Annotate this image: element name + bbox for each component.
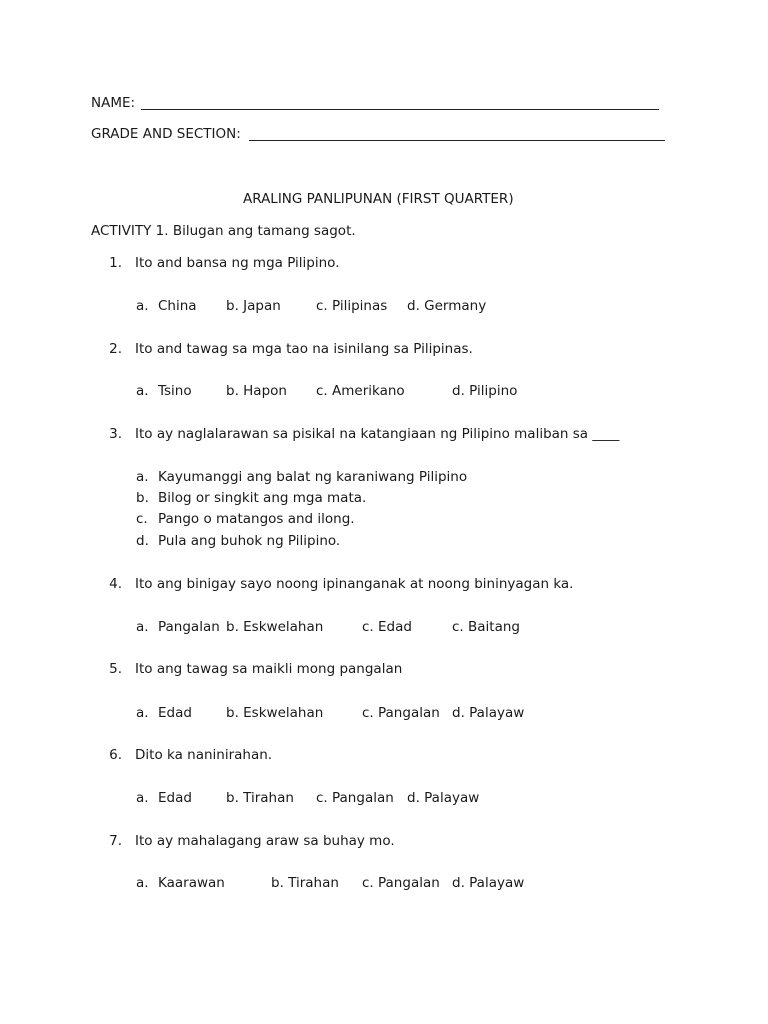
- name-label: NAME:: [91, 95, 136, 111]
- grade-section-field[interactable]: [249, 140, 665, 141]
- choice-c[interactable]: c. Pangalan: [316, 790, 394, 806]
- choice-letter[interactable]: a.: [136, 298, 149, 314]
- question-number: 6.: [109, 747, 122, 763]
- question-text: Ito ang tawag sa maikli mong pangalan: [135, 661, 403, 677]
- question-number: 3.: [109, 426, 122, 442]
- question-text: Ito and tawag sa mga tao na isinilang sa Pilipinas.: [135, 341, 473, 357]
- choice-letter[interactable]: a.: [136, 469, 149, 485]
- question-number: 1.: [109, 255, 122, 271]
- choice-d[interactable]: Pula ang buhok ng Pilipino.: [158, 533, 341, 549]
- choice-d[interactable]: d. Palayaw: [407, 790, 480, 806]
- name-field[interactable]: [141, 109, 659, 110]
- choice-letter[interactable]: a.: [136, 790, 149, 806]
- choice-letter[interactable]: d.: [136, 533, 149, 549]
- activity-instruction: ACTIVITY 1. Bilugan ang tamang sagot.: [91, 223, 356, 239]
- choice-b[interactable]: b. Hapon: [226, 383, 287, 399]
- choice-b[interactable]: b. Tirahan: [226, 790, 294, 806]
- choice-c[interactable]: c. Edad: [362, 619, 412, 635]
- choice-letter[interactable]: b.: [136, 490, 149, 506]
- choice-d[interactable]: d. Palayaw: [452, 875, 525, 891]
- question-text: Ito ay mahalagang araw sa buhay mo.: [135, 833, 395, 849]
- choice-c[interactable]: c. Pangalan: [362, 875, 440, 891]
- choice-d[interactable]: c. Baitang: [452, 619, 520, 635]
- choice-d[interactable]: d. Germany: [407, 298, 487, 314]
- question-number: 2.: [109, 341, 122, 357]
- question-text: Ito ay naglalarawan sa pisikal na katangiaan ng Pilipino maliban sa ____: [135, 426, 620, 442]
- choice-b[interactable]: b. Japan: [226, 298, 281, 314]
- choice-b[interactable]: b. Eskwelahan: [226, 619, 324, 635]
- question-number: 7.: [109, 833, 122, 849]
- choice-c[interactable]: c. Amerikano: [316, 383, 405, 399]
- worksheet-title: ARALING PANLIPUNAN (FIRST QUARTER): [243, 191, 514, 207]
- choice-letter[interactable]: a.: [136, 383, 149, 399]
- choice-d[interactable]: d. Pilipino: [452, 383, 518, 399]
- choice-letter[interactable]: a.: [136, 619, 149, 635]
- choice-a[interactable]: China: [158, 298, 197, 314]
- choice-letter[interactable]: a.: [136, 705, 149, 721]
- question-text: Ito ang binigay sayo noong ipinanganak at noong bininyagan ka.: [135, 576, 574, 592]
- choice-c[interactable]: Pango o matangos and ilong.: [158, 511, 355, 527]
- question-text: Dito ka naninirahan.: [135, 747, 273, 763]
- choice-b[interactable]: b. Eskwelahan: [226, 705, 324, 721]
- question-text: Ito and bansa ng mga Pilipino.: [135, 255, 340, 271]
- choice-b[interactable]: Bilog or singkit ang mga mata.: [158, 490, 367, 506]
- choice-a[interactable]: Kaarawan: [158, 875, 225, 891]
- choice-letter[interactable]: a.: [136, 875, 149, 891]
- choice-a[interactable]: Kayumanggi ang balat ng karaniwang Pilipino: [158, 469, 468, 485]
- choice-c[interactable]: c. Pilipinas: [316, 298, 388, 314]
- choice-d[interactable]: d. Palayaw: [452, 705, 525, 721]
- question-number: 4.: [109, 576, 122, 592]
- question-number: 5.: [109, 661, 122, 677]
- grade-section-label: GRADE AND SECTION:: [91, 126, 241, 142]
- choice-c[interactable]: c. Pangalan: [362, 705, 440, 721]
- choice-a[interactable]: Tsino: [158, 383, 192, 399]
- choice-a[interactable]: Edad: [158, 790, 192, 806]
- choice-a[interactable]: Pangalan: [158, 619, 220, 635]
- choice-b[interactable]: b. Tirahan: [271, 875, 339, 891]
- choice-letter[interactable]: c.: [136, 511, 148, 527]
- choice-a[interactable]: Edad: [158, 705, 192, 721]
